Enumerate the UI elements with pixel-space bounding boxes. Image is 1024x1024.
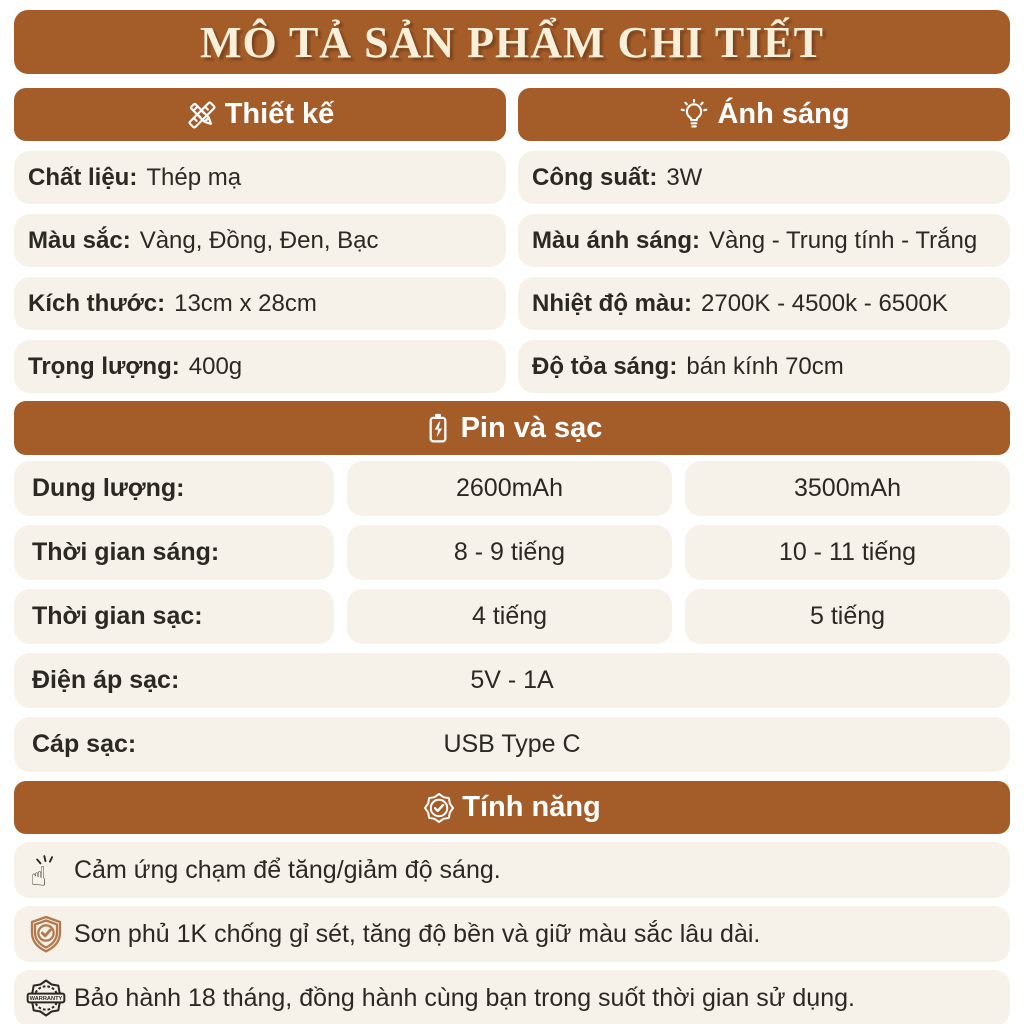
spec-value: 13cm x 28cm xyxy=(174,289,317,317)
spec-value: 8 - 9 tiếng xyxy=(347,525,672,580)
spec-value: bán kính 70cm xyxy=(686,352,844,380)
feature-text: Cảm ứng chạm để tăng/giảm độ sáng. xyxy=(74,855,501,884)
spec-label: Dung lượng: xyxy=(14,461,334,516)
battery-row-charge-time xyxy=(14,589,1010,644)
spec-row-material xyxy=(14,151,506,204)
spec-row-color-temp xyxy=(518,277,1010,330)
spec-row-radius xyxy=(518,340,1010,393)
features-section-header xyxy=(14,781,1010,834)
battery-row-light-time xyxy=(14,525,1010,580)
spec-value: Vàng - Trung tính - Trắng xyxy=(709,226,978,254)
spec-label: Kích thước: xyxy=(28,289,166,317)
features-section-title: Tính năng xyxy=(462,791,601,823)
light-section-title: Ánh sáng xyxy=(717,98,850,130)
lightbulb-icon xyxy=(678,99,710,131)
warranty-seal-icon xyxy=(26,978,66,1018)
spec-value: USB Type C xyxy=(443,730,581,758)
feature-row-coating xyxy=(14,906,1010,962)
main-title-banner xyxy=(14,10,1010,74)
design-column xyxy=(14,88,506,393)
spec-value: 10 - 11 tiếng xyxy=(685,525,1010,580)
light-section-header xyxy=(518,88,1010,141)
svg-text:WARRANTY: WARRANTY xyxy=(29,996,63,1003)
svg-text:☝: ☝ xyxy=(30,861,47,890)
badge-check-icon xyxy=(423,792,455,824)
battery-row-capacity xyxy=(14,461,1010,516)
feature-text: Bảo hành 18 tháng, đồng hành cùng bạn trong suốt thời gian sử dụng. xyxy=(74,983,855,1012)
light-rows xyxy=(518,151,1010,393)
light-column xyxy=(518,88,1010,393)
spec-label: Cáp sạc: xyxy=(32,730,137,758)
spec-label: Độ tỏa sáng: xyxy=(532,352,678,380)
battery-section-header xyxy=(14,401,1010,455)
battery-row-cable xyxy=(14,717,1010,772)
spec-row-size xyxy=(14,277,506,330)
spec-label: Nhiệt độ màu: xyxy=(532,289,692,317)
feature-row-warranty xyxy=(14,970,1010,1024)
spec-value: 4 tiếng xyxy=(347,589,672,644)
spec-label: Màu ánh sáng: xyxy=(532,226,701,254)
battery-section-title: Pin và sạc xyxy=(460,411,603,444)
spec-value: 400g xyxy=(188,352,243,380)
spec-columns xyxy=(14,88,1010,393)
battery-row-voltage xyxy=(14,653,1010,708)
spec-value: 2700K - 4500k - 6500K xyxy=(701,289,948,317)
spec-label: Trọng lượng: xyxy=(28,352,180,380)
spec-row-color xyxy=(14,214,506,267)
feature-text: Sơn phủ 1K chống gỉ sét, tăng độ bền và giữ màu sắc lâu dài. xyxy=(74,919,761,948)
battery-bolt-icon xyxy=(422,412,454,444)
spec-value: 5V - 1A xyxy=(470,666,554,694)
design-section-header xyxy=(14,88,506,141)
spec-label: Thời gian sáng: xyxy=(14,525,334,580)
spec-label: Điện áp sạc: xyxy=(32,666,180,694)
spec-label: Thời gian sạc: xyxy=(14,589,334,644)
touch-gesture-icon xyxy=(26,850,66,890)
spec-value: 2600mAh xyxy=(347,461,672,516)
spec-row-power xyxy=(518,151,1010,204)
spec-row-weight xyxy=(14,340,506,393)
spec-label: Màu sắc: xyxy=(28,226,131,254)
pencil-ruler-icon xyxy=(186,99,218,131)
design-section-title: Thiết kế xyxy=(224,98,335,130)
spec-value: Thép mạ xyxy=(146,163,242,191)
shield-check-icon xyxy=(26,914,66,954)
page-title: MÔ TẢ SẢN PHẨM CHI TIẾT xyxy=(199,17,824,67)
spec-row-light-color xyxy=(518,214,1010,267)
spec-value: 3500mAh xyxy=(685,461,1010,516)
feature-row-touch xyxy=(14,842,1010,898)
spec-value: Vàng, Đồng, Đen, Bạc xyxy=(139,226,379,254)
spec-value: 3W xyxy=(666,163,703,191)
design-rows xyxy=(14,151,506,393)
spec-label: Công suất: xyxy=(532,163,658,191)
spec-value: 5 tiếng xyxy=(685,589,1010,644)
spec-label: Chất liệu: xyxy=(28,163,138,191)
